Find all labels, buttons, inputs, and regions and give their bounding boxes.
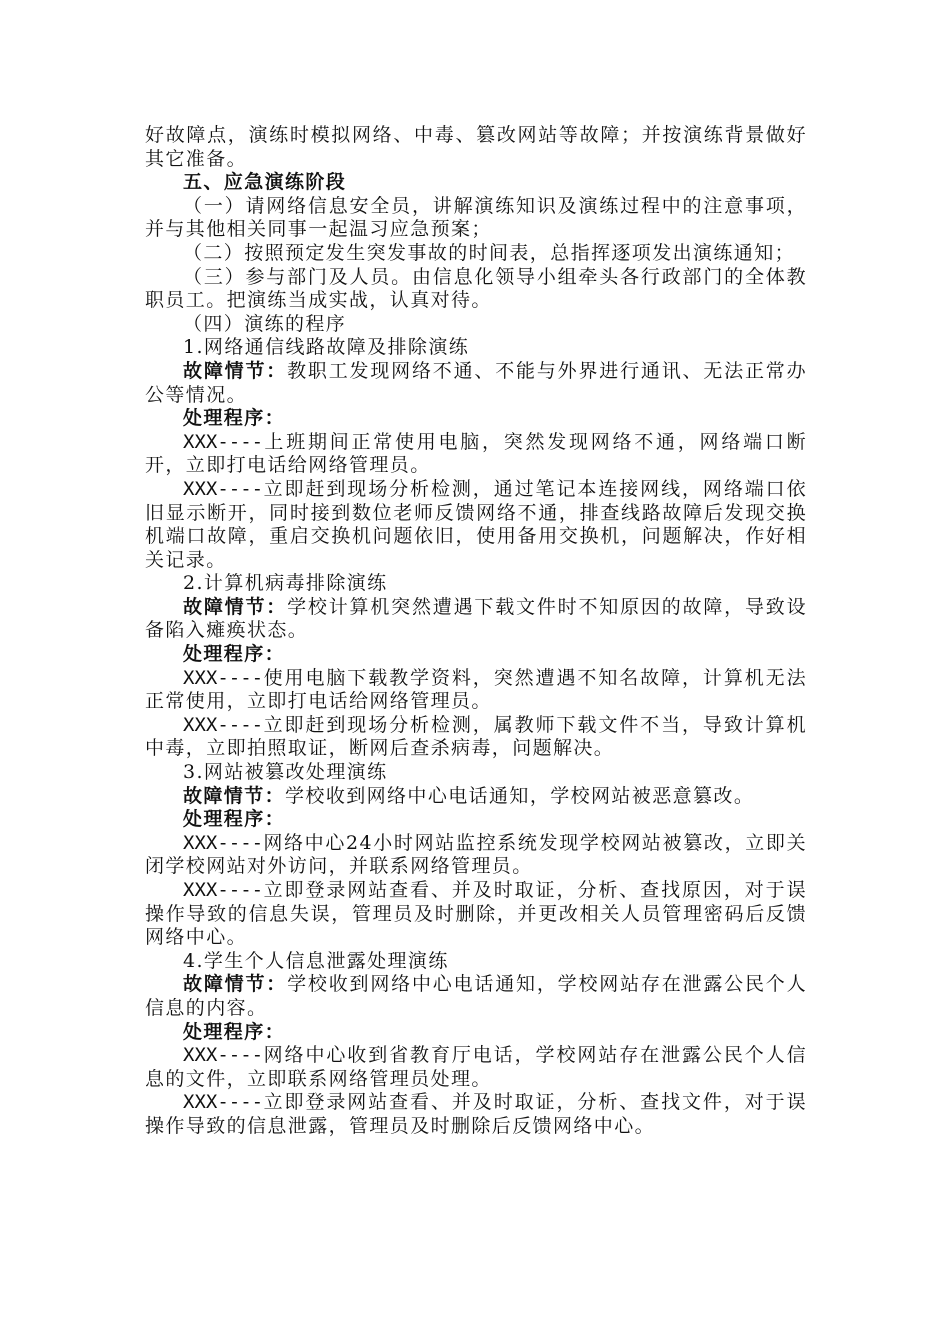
fault-label: 故障情节： [183, 784, 286, 807]
procedure-label-text: 处理程序： [183, 643, 286, 666]
procedure-step [145, 1044, 807, 1091]
fault-label: 故障情节： [183, 973, 288, 996]
paragraph-text: （四）演练的程序 [183, 312, 347, 335]
paragraph-text: （三）参与部门及人员。由信息化领导小组牵头各行政部门的全体教职员工。把演练当成实战，认真对待。 [145, 265, 807, 312]
paragraph-text: （二）按照预定发生突发事故的时间表，总指挥逐项发出演练通知； [183, 241, 796, 264]
fault-label: 故障情节： [183, 359, 288, 382]
step-text: 立即登录网站查看、并及时取证，分析、查找原因，对于误操作导致的信息失误，管理员及时删除，并更改相关人员管理密码后反馈网络中心。 [145, 879, 807, 949]
paragraph [145, 242, 807, 266]
procedure-step [145, 832, 807, 879]
procedure-step [145, 1091, 807, 1138]
actor-code: XXX---- [183, 713, 264, 736]
fault-label: 故障情节： [183, 595, 288, 618]
actor-code: XXX---- [183, 477, 264, 500]
paragraph-text: （一）请网络信息安全员，讲解演练知识及演练过程中的注意事项，并与其他相关同事一起温习应急预案； [145, 194, 807, 241]
procedure-label [145, 808, 807, 832]
actor-code: XXX---- [183, 879, 264, 901]
paragraph-continuation [145, 124, 807, 171]
drill-title [145, 950, 807, 974]
procedure-label-text: 处理程序： [183, 1020, 286, 1043]
drill-title-text: 2.计算机病毒排除演练 [183, 572, 388, 595]
paragraph [145, 313, 807, 337]
fault-scenario [145, 973, 807, 1020]
actor-code: XXX---- [183, 666, 264, 689]
fault-text: 学校计算机突然遭遇下载文件时不知原因的故障，导致设备陷入瘫痪状态。 [145, 595, 807, 642]
procedure-label [145, 1021, 807, 1045]
fault-text: 教职工发现网络不通、不能与外界进行通讯、无法正常办公等情况。 [145, 359, 807, 406]
document-page [145, 124, 807, 1139]
drill-title [145, 761, 807, 785]
fault-text: 学校收到网络中心电话通知，学校网站被恶意篡改。 [285, 784, 755, 807]
procedure-step [145, 478, 807, 572]
section-heading [145, 171, 807, 195]
actor-code: XXX---- [183, 1091, 264, 1114]
procedure-step [145, 667, 807, 714]
paragraph [145, 266, 807, 313]
procedure-label-text: 处理程序： [183, 808, 286, 831]
step-text: 立即登录网站查看、并及时取证，分析、查找文件，对于误操作导致的信息泄露，管理员及时删除后反馈网络中心。 [145, 1091, 807, 1137]
paragraph [145, 195, 807, 242]
procedure-step [145, 879, 807, 950]
fault-scenario [145, 785, 807, 809]
procedure-step [145, 714, 807, 761]
heading-text: 五、应急演练阶段 [183, 171, 347, 194]
step-text: 网络中心24小时网站监控系统发现学校网站被篡改，立即关闭学校网站对外访问，并联系网络管理员。 [145, 831, 807, 878]
step-text: 网络中心收到省教育厅电话，学校网站存在泄露公民个人信息的文件，立即联系网络管理员处理。 [145, 1044, 807, 1090]
procedure-label [145, 643, 807, 667]
drill-title [145, 336, 807, 360]
step-text: 立即赶到现场分析检测，通过笔记本连接网线，网络端口依旧显示断开，同时接到数位老师反馈网络不通，排查线路故障后发现交换机端口故障，重启交换机问题依旧，使用备用交换机，问题解决，作好相关记录。 [145, 477, 807, 571]
step-text: 立即赶到现场分析检测，属教师下载文件不当，导致计算机中毒，立即拍照取证，断网后查杀病毒，问题解决。 [145, 713, 807, 760]
procedure-label [145, 407, 807, 431]
procedure-label-text: 处理程序： [183, 407, 286, 430]
fault-scenario [145, 360, 807, 407]
actor-code: XXX---- [183, 430, 264, 453]
paragraph-text: 好故障点，演练时模拟网络、中毒、篡改网站等故障；并按演练背景做好其它准备。 [145, 124, 807, 170]
step-text: 使用电脑下载教学资料，突然遭遇不知名故障，计算机无法正常使用，立即打电话给网络管理员。 [145, 666, 807, 713]
fault-text: 学校收到网络中心电话通知，学校网站存在泄露公民个人信息的内容。 [145, 973, 807, 1019]
drill-title-text: 4.学生个人信息泄露处理演练 [183, 949, 449, 972]
drill-title [145, 572, 807, 596]
drill-title-text: 1.网络通信线路故障及排除演练 [183, 336, 470, 359]
step-text: 上班期间正常使用电脑，突然发现网络不通，网络端口断开，立即打电话给网络管理员。 [145, 430, 807, 477]
drill-title-text: 3.网站被篡改处理演练 [183, 761, 388, 784]
actor-code: XXX---- [183, 1044, 264, 1067]
fault-scenario [145, 596, 807, 643]
actor-code: XXX---- [183, 831, 264, 854]
procedure-step [145, 431, 807, 478]
